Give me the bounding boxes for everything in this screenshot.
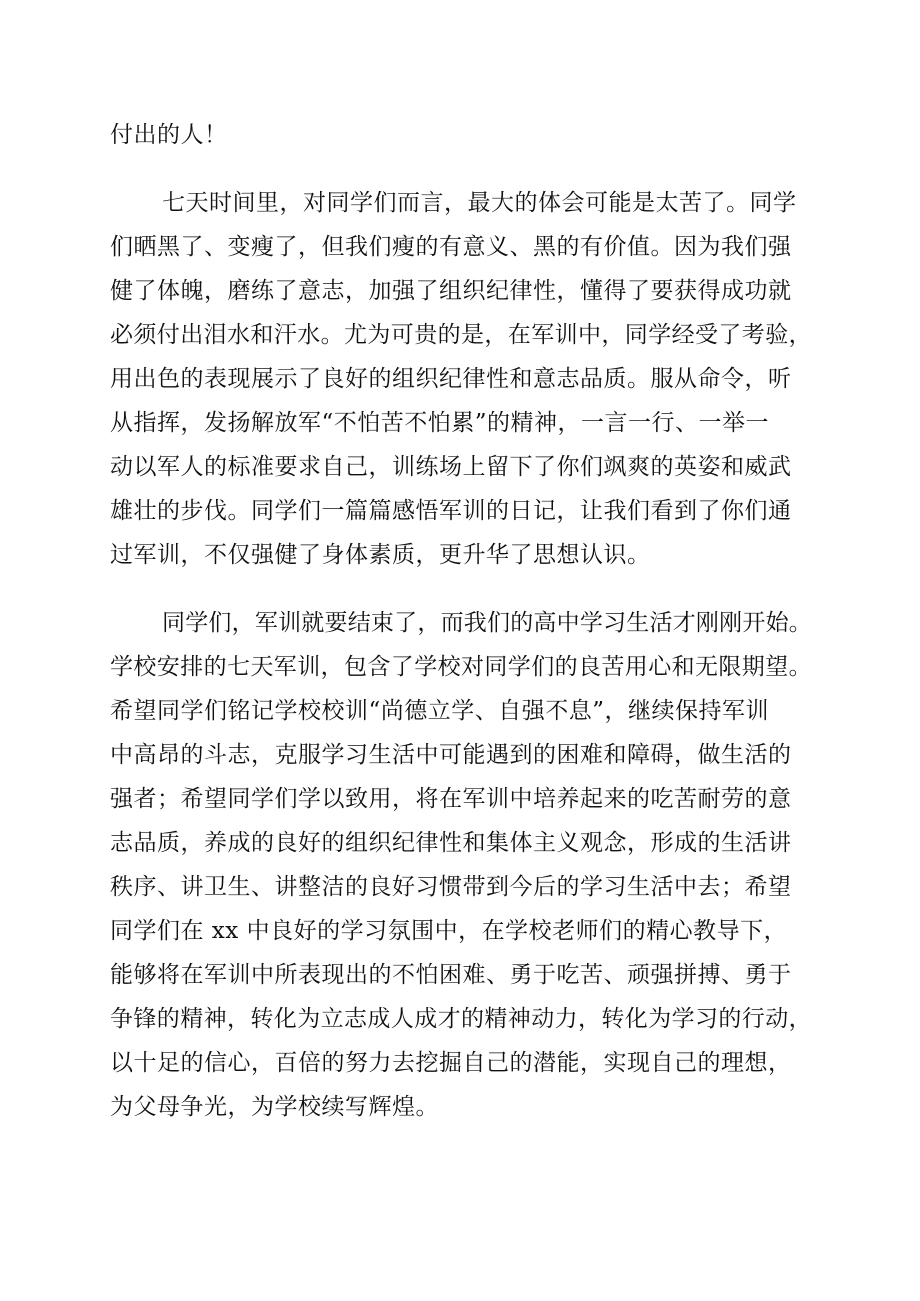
text-line: 雄壮的步伐。同学们一篇篇感悟军训的日记，让我们看到了你们通 [110, 498, 792, 524]
text-line: 志品质，养成的良好的组织纪律性和集体主义观念，形成的生活讲 [110, 830, 792, 856]
text-line: 能够将在军训中所表现出的不怕困难、勇于吃苦、顽强拼搏、勇于 [110, 962, 792, 988]
text-line: 过军训，不仅强健了身体素质，更升华了思想认识。 [110, 542, 651, 568]
text-line: 必须付出泪水和汗水。尤为可贵的是，在军训中，同学经受了考验， [110, 322, 812, 348]
text-line: 学校安排的七天军训，包含了学校对同学们的良苦用心和无限期望。 [110, 654, 812, 680]
text-line: 强者；希望同学们学以致用，将在军训中培养起来的吃苦耐劳的意 [110, 786, 792, 812]
text-line: 同学们在 xx 中良好的学习氛围中，在学校老师们的精心教导下， [110, 918, 788, 944]
text-line: 付出的人！ [110, 122, 228, 148]
text-line: 健了体魄，磨练了意志，加强了组织纪律性，懂得了要获得成功就 [110, 278, 792, 304]
paragraph-first-line: 同学们，军训就要结束了，而我们的高中学习生活才刚刚开始。 [162, 610, 812, 636]
text-line: 秩序、讲卫生、讲整洁的良好习惯带到今后的学习生活中去；希望 [110, 874, 792, 900]
text-line: 希望同学们铭记学校校训“尚德立学、自强不息”，继续保持军训 [110, 698, 770, 724]
text-line: 以十足的信心，百倍的努力去挖掘自己的潜能，实现自己的理想， [110, 1050, 792, 1076]
text-line: 动以军人的标准要求自己，训练场上留下了你们飒爽的英姿和威武 [110, 454, 792, 480]
text-line: 从指挥，发扬解放军“不怕苦不怕累”的精神，一言一行、一举一 [110, 410, 770, 436]
text-line: 争锋的精神，转化为立志成人成才的精神动力，转化为学习的行动， [110, 1006, 812, 1032]
text-line: 们晒黑了、变瘦了，但我们瘦的有意义、黑的有价值。因为我们强 [110, 234, 792, 260]
text-line: 为父母争光，为学校续写辉煌。 [110, 1094, 439, 1120]
text-line: 用出色的表现展示了良好的组织纪律性和意志品质。服从命令，听 [110, 366, 792, 392]
paragraph-first-line: 七天时间里，对同学们而言，最大的体会可能是太苦了。同学 [162, 190, 797, 216]
text-line: 中高昂的斗志，克服学习生活中可能遇到的困难和障碍，做生活的 [110, 742, 792, 768]
